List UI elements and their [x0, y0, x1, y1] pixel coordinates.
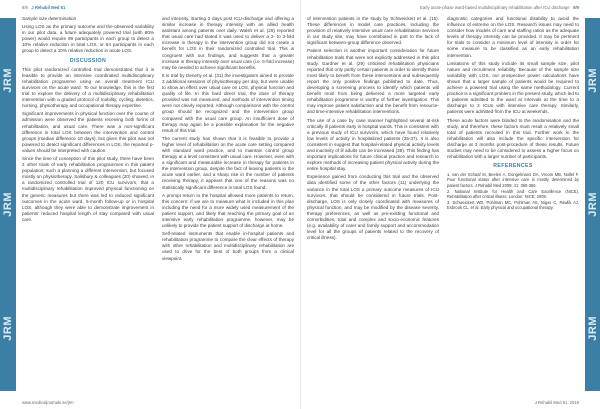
right-footer [535, 400, 579, 405]
body-paragraph: Limitations of this study include its small sample size, pilot nature and recruitment reliability. Because of the sample size variability with LOS, our prospective power calculations have shown that a larger sample of patients would be required to achieve a powered trial using the same methodology. Current practice is a significant problem in the present study, which led to 6 patients admitted to the ward at intervals at the time to a discharge to 2 ICUs with intensive care therapy. Similarly, patients were admitted from the ICU at weekends. [447, 60, 579, 115]
body-paragraph: of intervention patients in the study by Schweickert et al. (15). These differences in model care practices, including the provision of relatively intensive usual care rehabilitation services in our study site, may have contributed in part to the lack of significant between-group difference observed. [307, 16, 439, 46]
left-footer [22, 400, 74, 405]
right-page [300, 0, 600, 409]
body-paragraph: A prompt return to the hospital allowed more patients to return, this concern; if we are to measure what is included in this plan including the need for a more widely used measurement of the patient support, and likely that reaching the primary goal of an intensive early rehabilitation programme, however, may be unlikely to provide the patient support of discharge at home. [162, 192, 294, 229]
left-header [22, 5, 65, 10]
journal-short: J Rehabil Med 51 [31, 5, 66, 10]
right-journal-strip [585, 18, 600, 391]
strip-label: JRM [2, 192, 14, 217]
left-columns [22, 16, 294, 395]
section-heading: REFERENCES [493, 163, 533, 170]
body-paragraph: Significant improvements in physical function over the course of admission were observed the patients receiving both forms of rehabilitation, and usual care. There was a non-significant difference in total LOS between the intervention and control groups (median difference 10 days), but given this pilot was not powered to detect significant differences in LOS, the reported p-values should be interpreted with caution. [22, 111, 154, 153]
body-paragraph: Patient selection is another important consideration for future rehabilitation trials that were not explicitly addressed in this pilot study. Gardner et al. (29) criticised rehabilitation physicians reported that only partly certain patients in order to identify those most likely to benefit from these interventions and subsequently report the only positive findings published to date. Thus, developing a screening process to identify which patients will benefit most from being delivered a more targeted early rehabilitation programme is worthy of further investigation. This may improve patient satisfaction and the benefit from resource- and time-intensive rehabilitation interventions. [307, 48, 439, 115]
body-paragraph: and intensity, starting 2 days post ICU-discharge and offering a similar increase in therapy intensity with an allied health assistant among patients over daily. Walsh et al. (29) reported that usual care had stated it was used to deliver a 2- to 3-fold increase in therapy in the intervention group did not create a benefit for LOS in their randomized controlled trial. This is congruent with our findings, and suggests that a greater increase in therapy intensity over usual care (i.e. 5-fold increase) may be needed to achieve significant benefits. [162, 16, 294, 70]
strip-label: JRM [2, 316, 14, 342]
running-title: Early acute-phase ward-based multidisciplinary rehabilitation after ICU discharge [420, 5, 570, 10]
body-paragraph: This pilot randomized controlled trial demonstrated that it is feasible to provide an intensive coordinated multidisciplinary rehabilitation programme using an overall treatment ICU survivors on the acute ward. To our knowledge, this is the first trial to explore the delivery of a multidisciplinary rehabilitation intervention with a graded protocol of mobility, cycling, dietetics, nursing, physiotherapy and occupational therapy expertise. [22, 66, 154, 109]
text-column [162, 16, 294, 395]
left-journal-strip [0, 18, 16, 391]
strip-label: JRM [2, 67, 14, 93]
body-paragraph: These acute factors were blinded to the randomisation and the study, and therefore, these factors must result a relatively small total of patients recruited in this trial. Further work in the rehabilitation will also include the specific intervention for discharge at 3 months post-procedure of these results. Future studies may need to be considered to assess a higher focus on rehabilitation with a larger number of participants. [447, 117, 579, 160]
body-paragraph: diagnostic categories and functional disability to avoid the influence of extreme on the LOS. Research issues may need to consider how models of care and staffing ratios as the adequate levels of therapy intensity can be provided. It may be pertinent for trials to consider a minimum level of intensity in order for some measure to be classified as an early rehabilitation intervention. [447, 16, 579, 58]
reference-item: 3. Schweickert WD, Pohlman MC, Pohlman AS, Nigos C, Pawlik AJ, Esbrook CL, et al. Early physical and occupational therapy. [447, 200, 579, 211]
reference-item: 2. National Institute for Health and Care Excellence (NICE). Rehabilitation after critical illness. London: NICE; 2009. [447, 188, 579, 200]
strip-label: JRM [587, 316, 599, 342]
section-heading: DISCUSSION [69, 57, 107, 64]
body-paragraph: The use of a case by case manner highlighted several at-risk critically ill patients early in hospital wards. This is consistent with a previous study of ICU survivors, which have found relatively low levels of activity in hospitalized patients (35-37). It is also consistent in suggest that hospital-related physical activity levels and inactivity of ill adults can be increased (38). This finding has important implications for future clinical practice and research to explore methods of increasing patient physical activity during the entire hospital stay. [307, 117, 439, 172]
reference-item: 1. van der Schaaf M, Beelen A, Dongelmans DA, Vroom MB, Nollet F. Poor functional status after intensive care is mostly determined by patient factors. J Rehabil Med 2009; 41: 360-366. [447, 172, 579, 188]
subsection-heading: Sample size determination [22, 16, 77, 21]
body-paragraph: Self-related instruments that enable in-hospital patients and rehabilitation programme to compare the clear effects of therapy with other rehabilitation and multidisciplinary rehabilitation are used to drive for the best of both groups from a clinical viewpoint. [162, 231, 294, 261]
body-paragraph: Using LOS as the primary outcome and the observed variability in our pilot data, a future adequately powered trial (with 80% power) would require 99 participants in each group to detect a 10% relative reduction in total LOS, or 64 participants in each group to detect a 10% relative reduction in acute LOS. [22, 24, 154, 54]
text-column [22, 16, 154, 395]
strip-label: JRM [587, 192, 599, 217]
right-header [307, 5, 579, 10]
body-paragraph: The current study has shown that it is feasible to provide a higher level of rehabilitation on the acute care setting compared with standard ward practice, and to maintain control group therapy at a level consistent with usual care. However, even with a significant and measurable increase in therapy for patients in the intervention group, despite the fact of leaving patients in the acute ward earlier, and a sharp rise in the number of patients receiving therapy, it appears that one of the reasons was no statistically significant difference in total LOS found. [162, 135, 294, 190]
page-number: 8/9 [22, 5, 28, 10]
right-columns [307, 16, 579, 395]
journal-citation: J Rehabil Med 51, 2019 [534, 400, 579, 405]
text-column [307, 16, 439, 395]
body-paragraph: Since the time of conception of this pilot study, there have been 2 other trials of early rehabilitation programmes in this patient population; such a planning a different intervention, but focused mostly on physiotherapy. Salisbury & colleagues (20) showed, in a randomized controlled trial of 120 ICU survivors, that a multidisciplinary rehabilitation improved physical functioning on the generic measures but there was led to reduced significant outcomes in the acute ward, 6-month follow-up or in hospital LOS, although they were able to demonstrate improvement in patients' reduced hospital length of stay compared with usual care. [22, 155, 154, 222]
journal-url[interactable]: www.medicaljournals.se/jrm [22, 400, 74, 405]
page-number: 9/9 [573, 5, 579, 10]
strip-label: JRM [587, 67, 599, 93]
body-paragraph: Experience gained from conducting this trial and the observed data identified some of the other factors (11) underlying the variance in the total LOS a primary outcome measures of ICU survivors, that should be considered in future trials. Post-discharge, LOS is only closely coordinated with measures of physical function, and may be modified by the disease severity, therapy preferences, as well as pre-existing functional and comorbidities, total and complex and socio-economic features (e.g. availability of carer and family support and accommodation level for all the groups of patients related to the recovery of critical illness). [307, 174, 439, 241]
text-column [447, 16, 579, 395]
body-paragraph: It is trial by Denehy et al. (31) the investigators aimed to provide 3 additional sessions of physiotherapy per day, but were unable to show an effect over usual care on LOS, physical function and quality of life. In this hard direct trial, the dose of therapy provided was not measured, and methods of intervention timing were not clearly reported. Although comparisons with the control group should be recognized and the intervention group compared with the usual care group. An insufficient dose of therapy may again be a possible explanation for the negative result of this trial. [162, 72, 294, 133]
